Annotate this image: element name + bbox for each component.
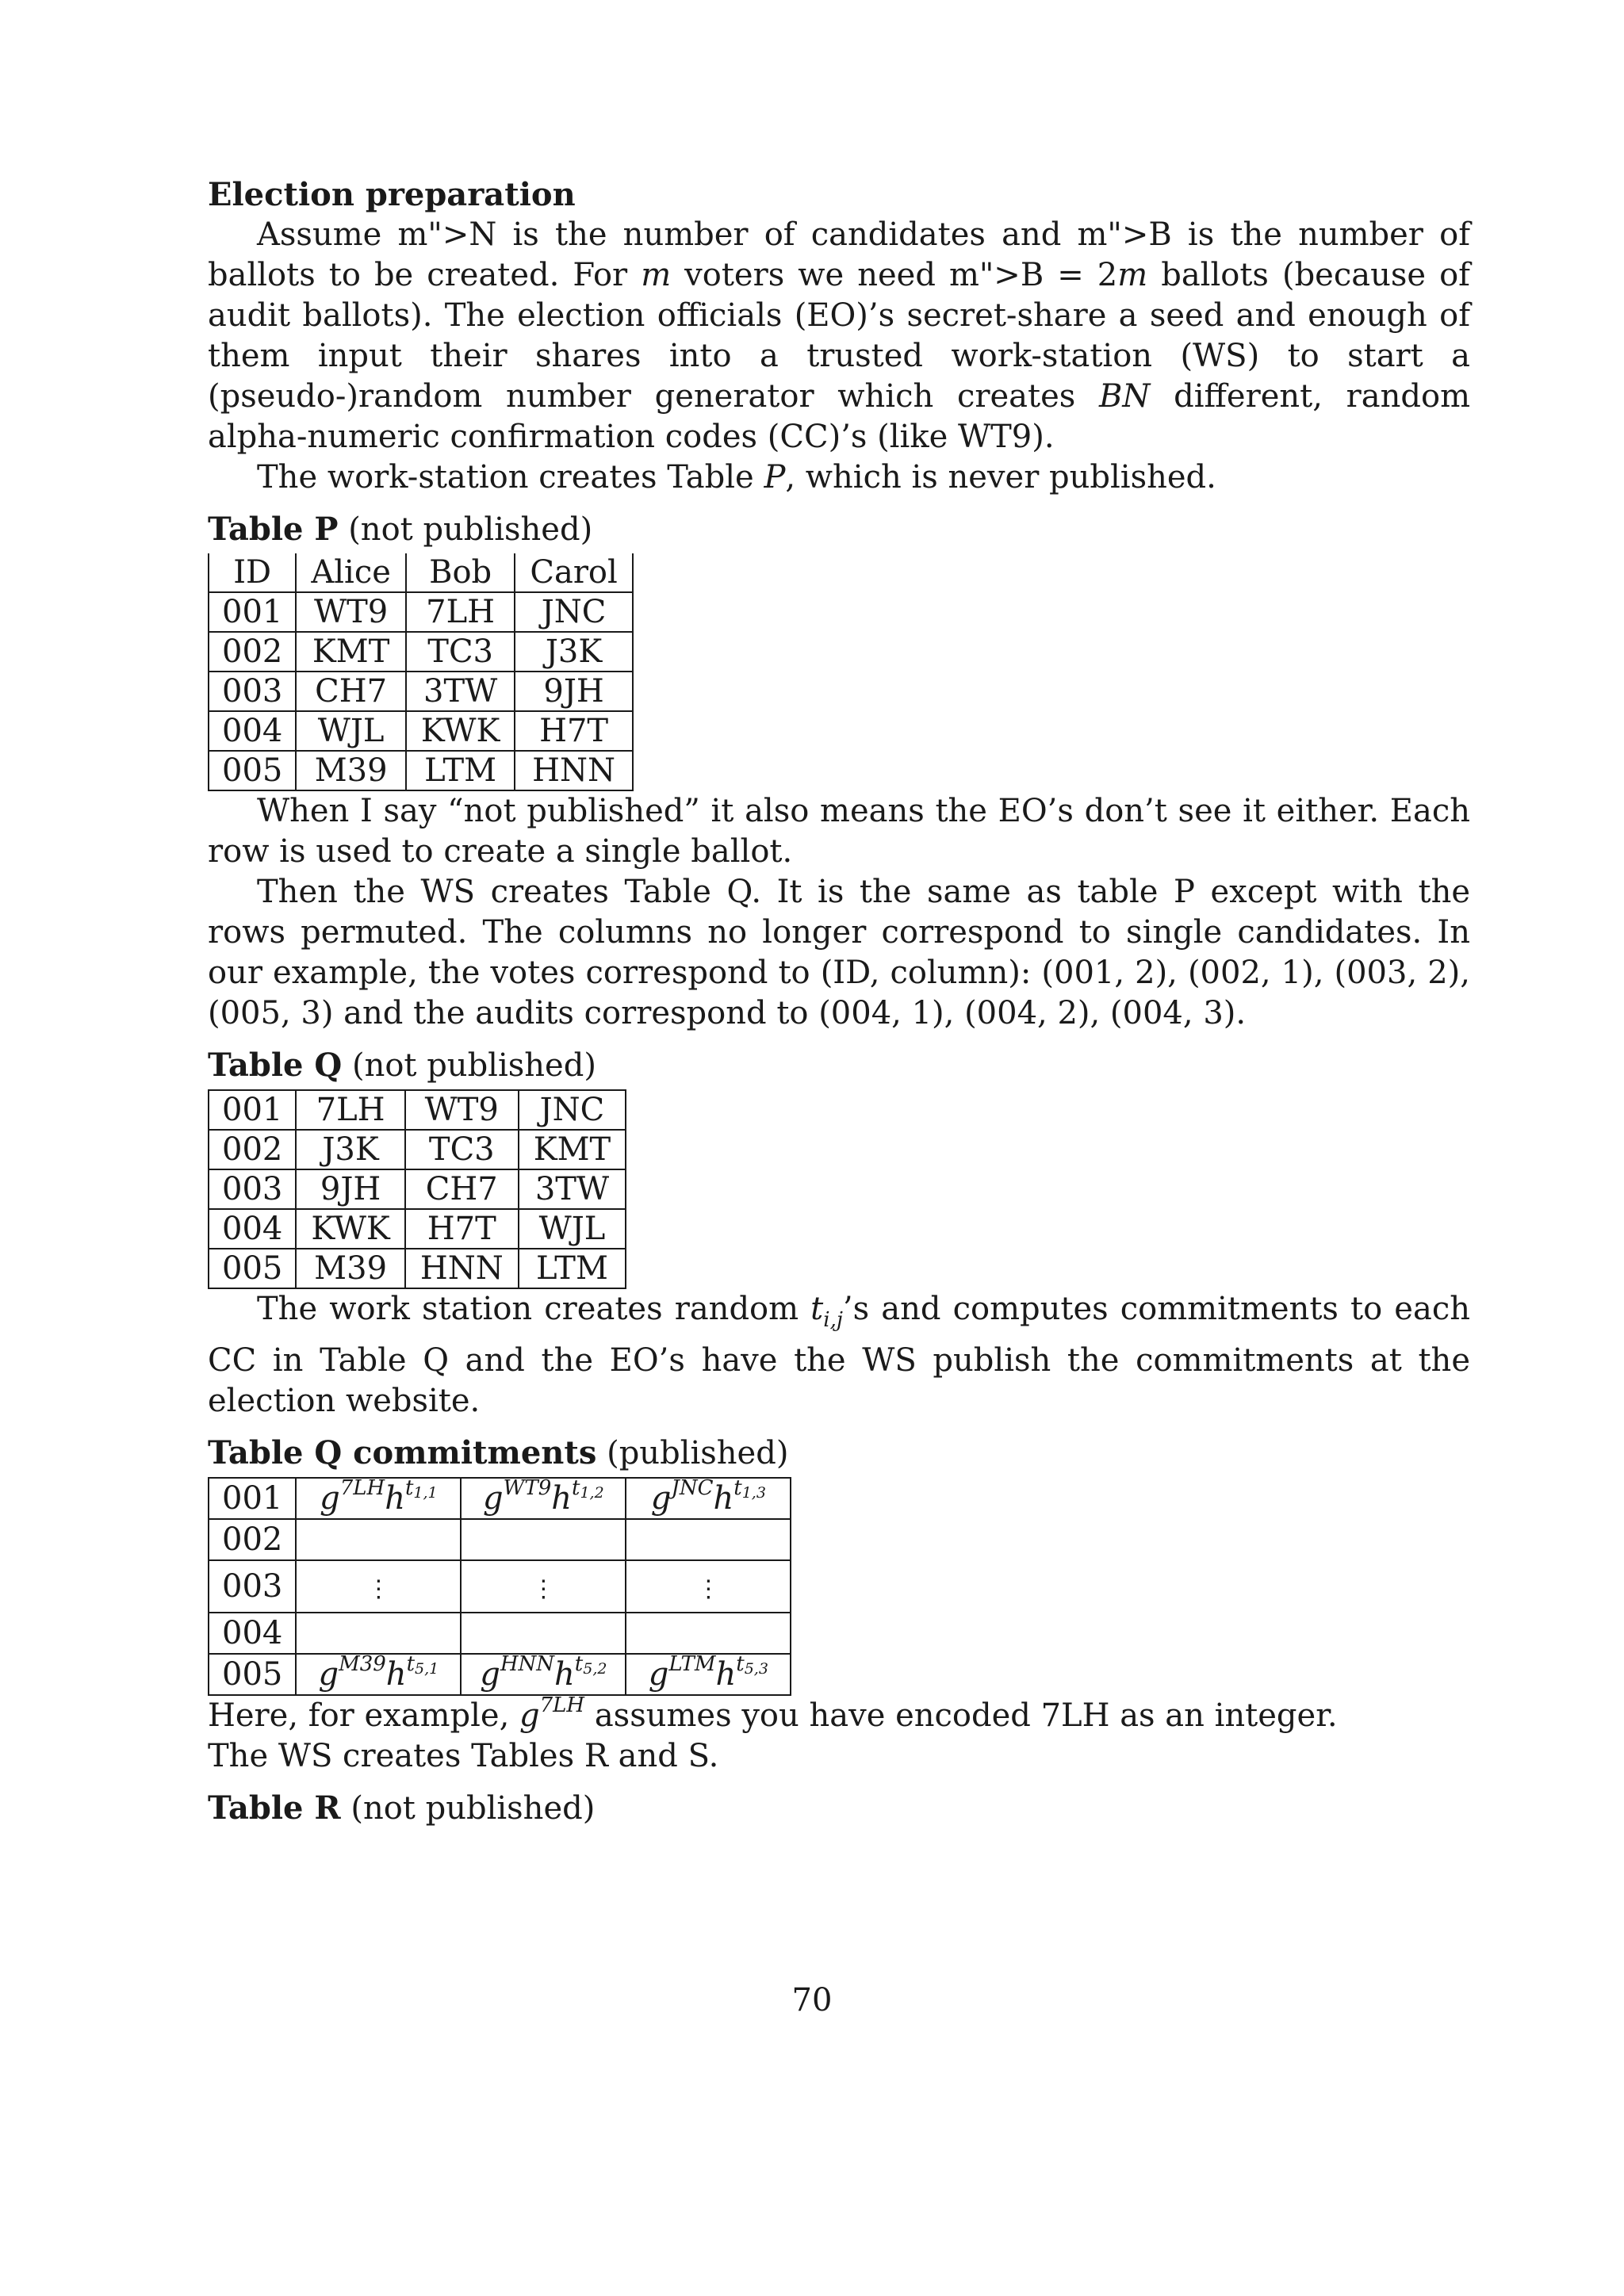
table-cell — [461, 1519, 626, 1560]
table-cell: 004 — [209, 1613, 296, 1654]
table-cell: M39 — [296, 751, 406, 790]
table-cell: 3TW — [406, 672, 515, 711]
table-cell: 7LH — [406, 592, 515, 632]
table-row — [209, 1090, 626, 1130]
table-cell: 9JH — [515, 672, 632, 711]
table-cell: 9JH — [296, 1169, 404, 1209]
table-cell — [626, 1613, 791, 1654]
table-r-caption-label: Table R — [208, 1789, 341, 1827]
paragraph-6: Here, for example, $g^{7LH}$ assumes you have encoded 7LH as an integer. — [208, 1693, 1338, 1734]
table-cell: TC3 — [405, 1130, 519, 1169]
table-cell: WJL — [296, 711, 406, 751]
commitment-cell: $g^{WT9}h^{t_{1,2}}$ — [461, 1478, 626, 1519]
table-cell: KWK — [406, 711, 515, 751]
table-cell: 005 — [209, 1654, 296, 1695]
table-cell — [296, 1613, 461, 1654]
table-cell: 7LH — [296, 1090, 404, 1130]
table-row — [209, 632, 633, 672]
table-row — [209, 1209, 626, 1249]
table-q-caption-label: Table Q — [208, 1047, 343, 1084]
table-p-header-cell: Bob — [406, 553, 515, 592]
table-p-caption — [208, 509, 1470, 550]
table-cell: KWK — [296, 1209, 404, 1249]
table-row — [209, 592, 633, 632]
table-cell: TC3 — [406, 632, 515, 672]
table-row — [209, 1169, 626, 1209]
table-row — [209, 751, 633, 790]
table-p-header-cell: ID — [209, 553, 296, 592]
table-cell: 003 — [209, 672, 296, 711]
table-q-caption-note: (not published) — [342, 1047, 596, 1084]
table-cell: 002 — [209, 1130, 296, 1169]
vdots-cell: ⋮ — [626, 1560, 791, 1613]
table-q — [208, 1089, 626, 1289]
table-cell: LTM — [519, 1249, 626, 1288]
table-p-header-cell: Alice — [296, 553, 406, 592]
table-p-header — [209, 553, 633, 592]
vdots-cell: ⋮ — [461, 1560, 626, 1613]
document-page — [208, 174, 1470, 1832]
commitment-cell: $g^{7LH}h^{t_{1,1}}$ — [296, 1478, 461, 1519]
table-p — [208, 553, 634, 791]
paragraph-2: The work-station creates Table P, which is never published. — [257, 459, 1216, 496]
paragraph-5: The work station creates random $t_{i,j}’s$ and computes commitments to each CC in Table Q and the EO’s have the WS publish the commitments at the election website. — [208, 1291, 1470, 1419]
table-r-caption — [208, 1788, 1470, 1829]
table-row — [209, 1130, 626, 1169]
table-p-header-cell: Carol — [515, 553, 632, 592]
table-cell: 001 — [209, 1478, 296, 1519]
table-cell: 003 — [209, 1560, 296, 1613]
table-row — [209, 1519, 791, 1560]
table-cell: CH7 — [296, 672, 406, 711]
table-p-caption-note: (not published) — [338, 511, 593, 548]
table-cell — [626, 1519, 791, 1560]
table-q-caption — [208, 1045, 1470, 1086]
table-cell: J3K — [296, 1130, 404, 1169]
table-cell: 004 — [209, 711, 296, 751]
table-cell: HNN — [515, 751, 632, 790]
table-row — [209, 1654, 791, 1695]
table-qc-caption-note: (published) — [596, 1435, 789, 1471]
table-cell: KMT — [519, 1130, 626, 1169]
table-cell: J3K — [515, 632, 632, 672]
table-cell — [296, 1519, 461, 1560]
table-cell: JNC — [519, 1090, 626, 1130]
table-row — [209, 1613, 791, 1654]
table-cell: JNC — [515, 592, 632, 632]
table-cell: LTM — [406, 751, 515, 790]
paragraph-4: Then the WS creates Table Q. It is the same as table P except with the rows permuted. The columns no longer correspond to single candidates. In our example, the votes correspond to (ID, column): (001, 2), (002, 1), (003, 2), (005, 3) and the audits correspond to (004, 1), (004, 2), (004, 3). — [208, 874, 1470, 1031]
table-cell: 002 — [209, 1519, 296, 1560]
table-cell: WT9 — [296, 592, 406, 632]
commitment-cell: $g^{JNC}h^{t_{1,3}}$ — [626, 1478, 791, 1519]
table-qc-caption-label: Table Q commitments — [208, 1434, 597, 1471]
table-qc-caption — [208, 1433, 1470, 1474]
paragraph-1: Assume m">N is the number of candidates and m">B is the number of ballots to be created. For m voters we need m">B = 2m ballots (because of audit ballots). The election officials (EO)’s secret-share a seed and enough of them input their shares into a trusted work-station (WS) to start a (pseudo-)random number generator which creates BN different, random alpha-numeric confirmation codes (CC)’s (like WT9). — [208, 216, 1470, 455]
table-row — [209, 711, 633, 751]
table-cell: WT9 — [405, 1090, 519, 1130]
table-cell: M39 — [296, 1249, 404, 1288]
table-cell: 003 — [209, 1169, 296, 1209]
table-cell: CH7 — [405, 1169, 519, 1209]
table-cell: HNN — [405, 1249, 519, 1288]
paragraph-3: When I say “not published” it also means the EO’s don’t see it either. Each row is used to create a single ballot. — [208, 793, 1470, 870]
commitment-cell: $g^{HNN}h^{t_{5,2}}$ — [461, 1654, 626, 1695]
table-row — [209, 1560, 791, 1613]
table-r-caption-note: (not published) — [340, 1790, 596, 1827]
table-p-caption-label: Table P — [208, 511, 339, 548]
table-cell: 001 — [209, 592, 296, 632]
paragraph-7: The WS creates Tables R and S. — [208, 1738, 719, 1774]
page-number: 70 — [791, 1982, 833, 2019]
table-cell: 3TW — [519, 1169, 626, 1209]
table-cell: KMT — [296, 632, 406, 672]
table-q-commitments — [208, 1477, 791, 1696]
table-row — [209, 672, 633, 711]
vdots-cell: ⋮ — [296, 1560, 461, 1613]
commitment-cell: $g^{LTM}h^{t_{5,3}}$ — [626, 1654, 791, 1695]
table-cell: 001 — [209, 1090, 296, 1130]
table-row — [209, 1478, 791, 1519]
commitment-cell: $g^{M39}h^{t_{5,1}}$ — [296, 1654, 461, 1695]
table-cell: 004 — [209, 1209, 296, 1249]
table-cell: H7T — [405, 1209, 519, 1249]
table-cell: 005 — [209, 751, 296, 790]
section-title: Election preparation — [208, 176, 576, 213]
table-cell: 002 — [209, 632, 296, 672]
table-cell: WJL — [519, 1209, 626, 1249]
table-cell: H7T — [515, 711, 632, 751]
table-row — [209, 1249, 626, 1288]
table-cell — [461, 1613, 626, 1654]
table-cell: 005 — [209, 1249, 296, 1288]
